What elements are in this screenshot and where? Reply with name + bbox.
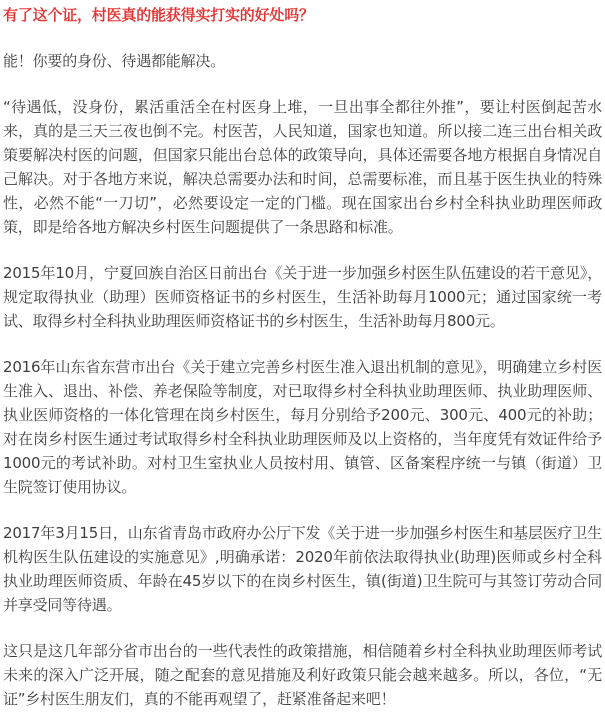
paragraph-conclusion: 这只是这几年部分省市出台的一些代表性的政策措施，相信随着乡村全科执业助理医师考试未来的深入广泛开展，随之配套的意见措施及利好政策只能会越来越多。所以，各位，“无证”乡村医生朋友们，真的不能再观望了，赶紧准备起来吧！ xyxy=(3,642,602,708)
article-title: 有了这个证，村医真的能获得实打实的好处吗？ xyxy=(3,6,314,24)
paragraph-dongying-2016: 2016年山东省东营市出台《关于建立完善乡村医生准入退出机制的意见》，明确建立乡村医生准入、退出、补偿、养老保险等制度，对已取得乡村全科执业助理医师、执业助理医师、执业医师资格的一体化管理在岗乡村医生，每月分别给予200元、300元、400元的补助；对在岗乡村医生通过考试取得乡村全科执业助理医师及以上资格的，当年度凭有效证件给予1000元的考试补助。对村卫生室执业人员按村用、镇管、区备案程序统一与镇（街道）卫生院签订使用协议。 xyxy=(3,358,602,496)
paragraph-ningxia-2015: 2015年10月，宁夏回族自治区日前出台《关于进一步加强乡村医生队伍建设的若干意见》，规定取得执业（助理）医师资格证书的乡村医生，生活补助每月1000元；通过国家统一考试、取得乡村全科执业助理医师资格证书的乡村医生，生活补助每月800元。 xyxy=(3,264,602,330)
paragraph-qingdao-2017: 2017年3月15日，山东省青岛市政府办公厅下发《关于进一步加强乡村医生和基层医疗卫生机构医生队伍建设的实施意见》,明确承诺：2020年前依法取得执业(助理)医师或乡村全科执业助理医师资质、年龄在45岁以下的在岗乡村医生，镇(街道)卫生院可与其签订劳动合同并享受同等待遇。 xyxy=(3,524,602,614)
paragraph-background: “待遇低，没身份，累活重活全在村医身上堆，一旦出事全都往外推”，要让村医倒起苦水来，真的是三天三夜也倒不完。村医苦，人民知道，国家也知道。所以接二连三出台相关政策要解决村医的问题，但国家只能出台总体的政策导向，具体还需要各地方根据自身情况自己解决。对于各地方来说，解决总需要办法和时间，总需要标准，而且基于医生执业的特殊性，必然不能“一刀切”，必然要设定一定的门槛。现在国家出台乡村全科执业助理医师政策，即是给各地方解决乡村医生问题提供了一条思路和标准。 xyxy=(3,98,602,236)
paragraph-answer: 能！你要的身份、待遇都能解决。 xyxy=(3,52,226,70)
